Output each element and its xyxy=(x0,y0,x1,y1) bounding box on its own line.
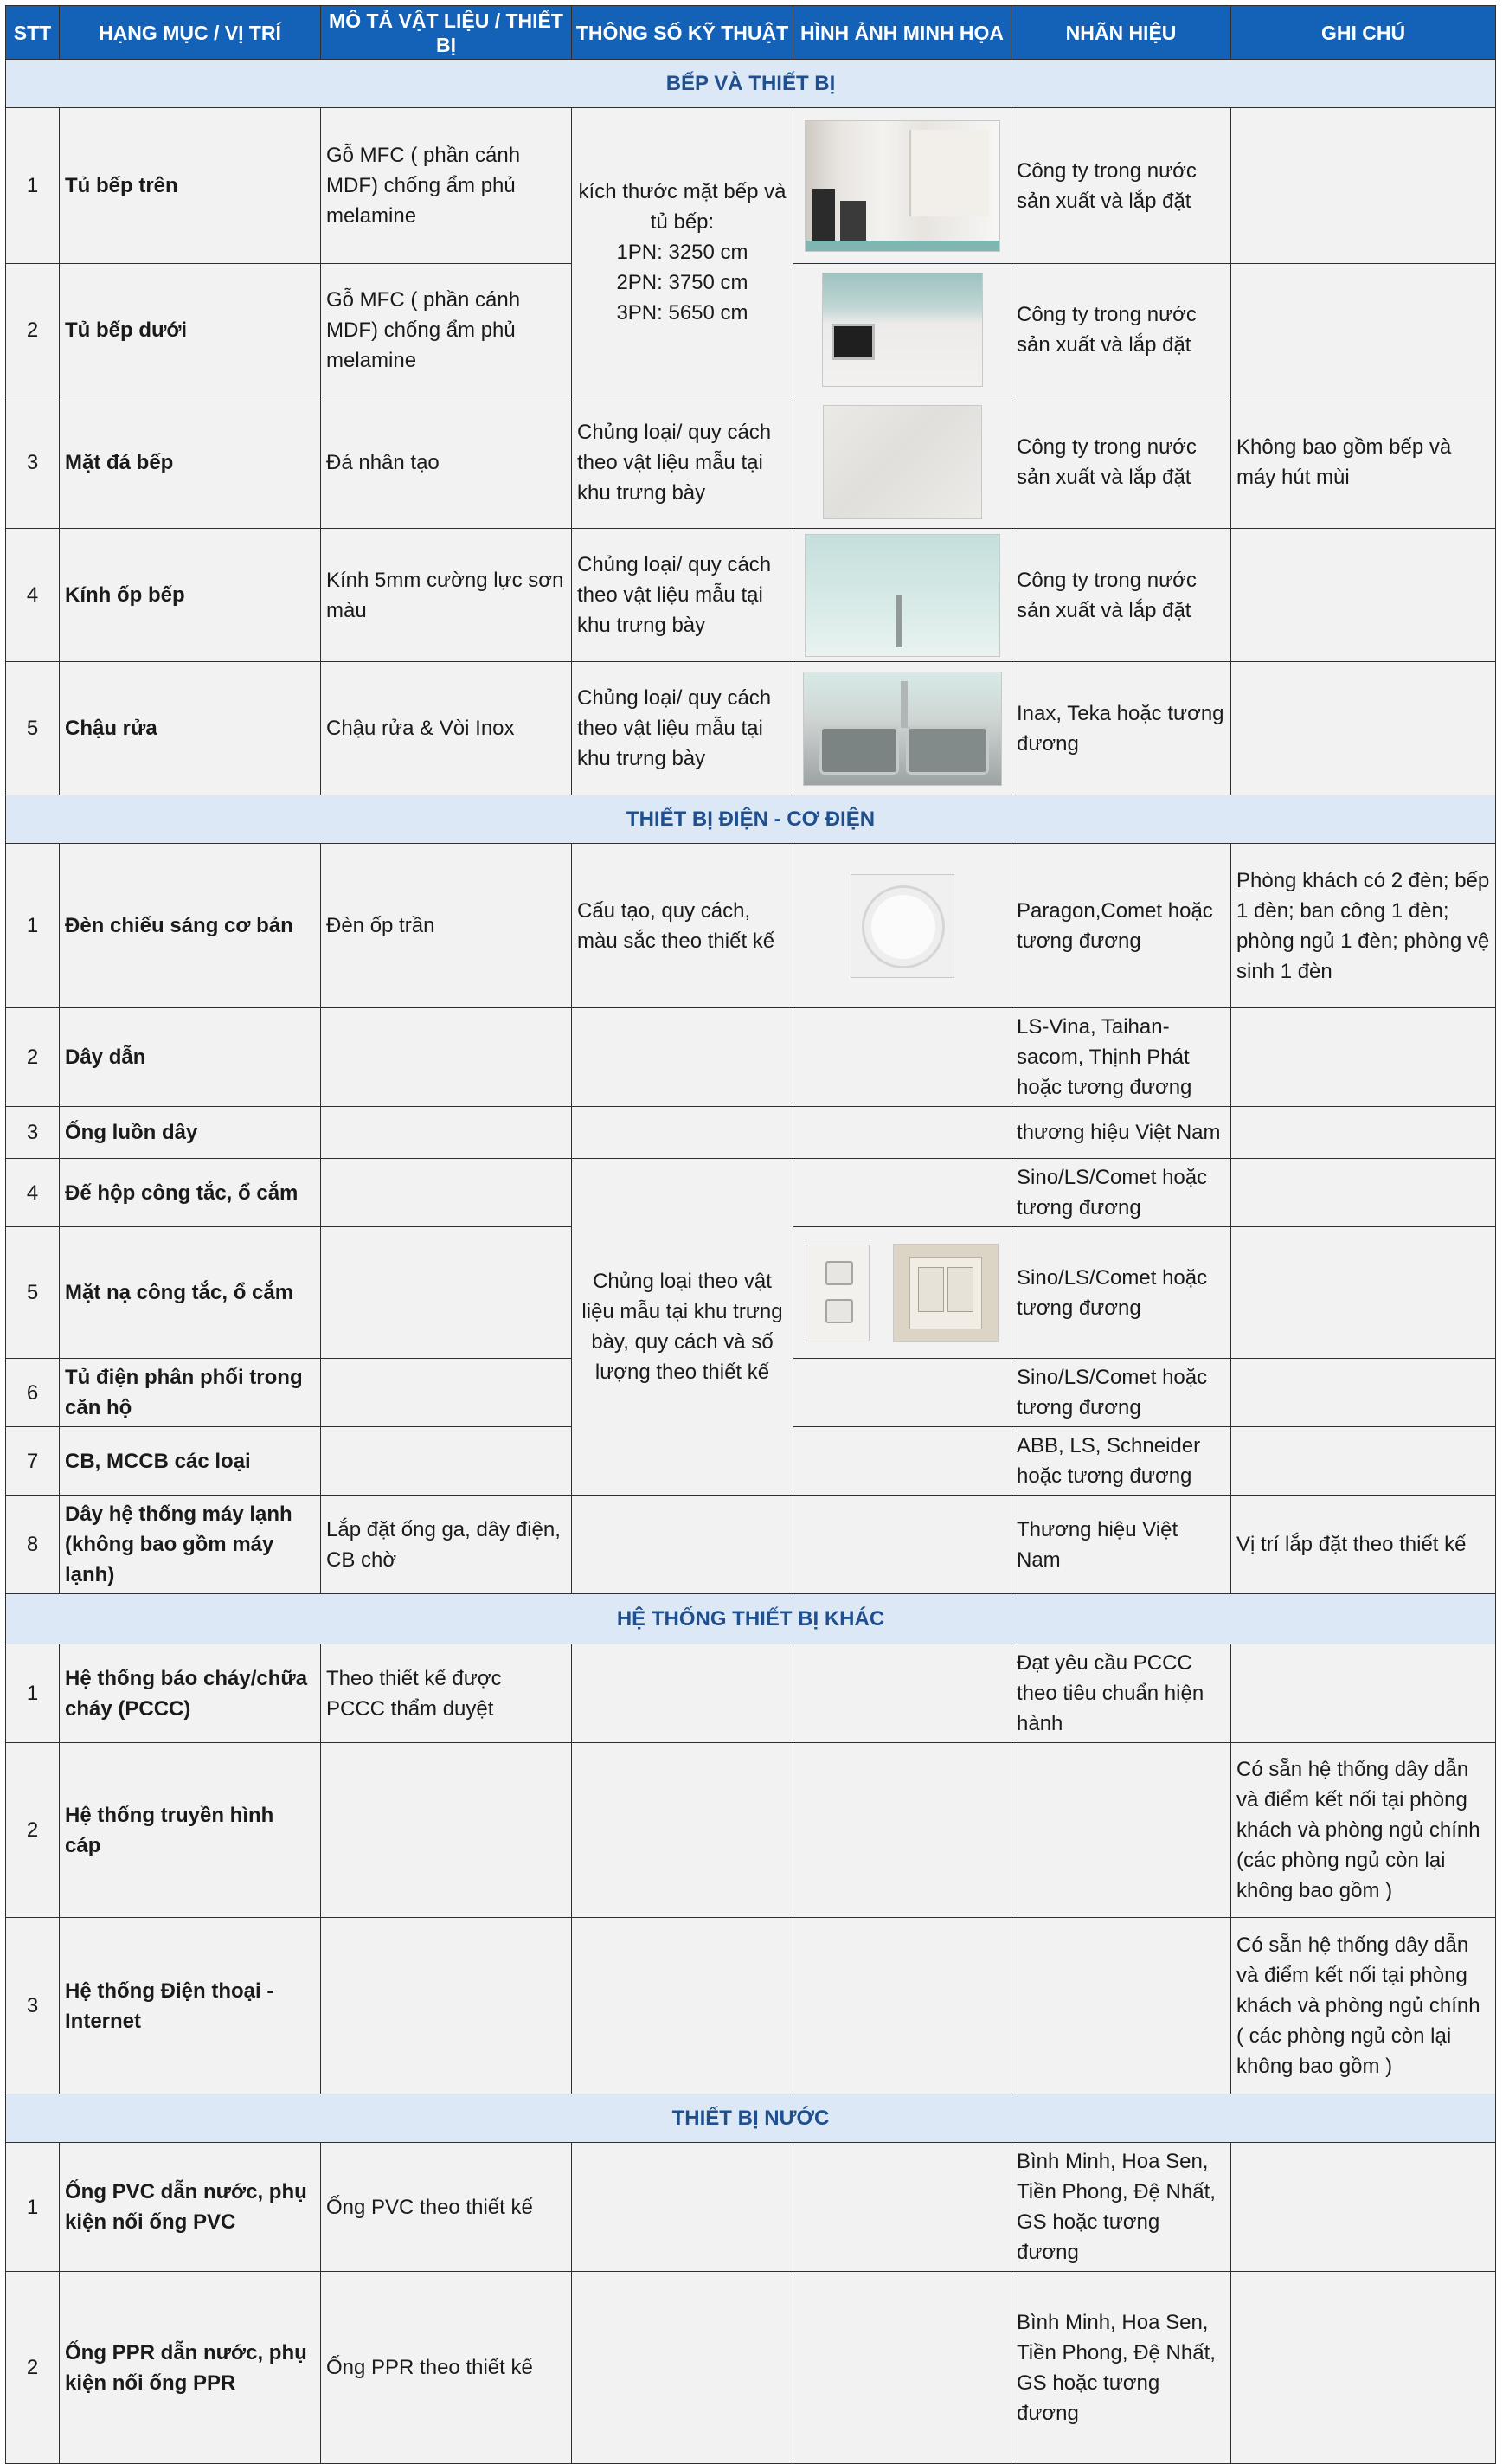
stt-cell: 8 xyxy=(6,1496,60,1594)
description-cell xyxy=(321,1107,572,1159)
spec-cell xyxy=(572,2143,793,2272)
stt-cell: 7 xyxy=(6,1427,60,1496)
description-cell xyxy=(321,1427,572,1496)
image-cell xyxy=(793,108,1011,264)
item-cell: Đế hộp công tắc, ổ cắm xyxy=(60,1159,321,1227)
image-cell xyxy=(793,1008,1011,1107)
stt-cell: 3 xyxy=(6,1918,60,2094)
item-cell: Tủ điện phân phối trong căn hộ xyxy=(60,1359,321,1427)
description-cell xyxy=(321,1159,572,1227)
brand-cell: thương hiệu Việt Nam xyxy=(1011,1107,1231,1159)
brand-cell: Paragon,Comet hoặc tương đương xyxy=(1011,844,1231,1008)
image-cell xyxy=(793,529,1011,662)
item-cell: Hệ thống Điện thoại - Internet xyxy=(60,1918,321,2094)
section-title: THIẾT BỊ ĐIỆN - CƠ ĐIỆN xyxy=(6,795,1496,844)
spec-cell: Chủng loại theo vật liệu mẫu tại khu trưng bày, quy cách và số lượng theo thiết kế xyxy=(572,1159,793,1496)
image-cell xyxy=(793,2272,1011,2464)
note-cell xyxy=(1231,108,1496,264)
stt-cell: 2 xyxy=(6,2272,60,2464)
note-cell xyxy=(1231,662,1496,795)
note-cell xyxy=(1231,1107,1496,1159)
stt-cell: 5 xyxy=(6,662,60,795)
spec-cell xyxy=(572,1107,793,1159)
table-row xyxy=(6,2143,1496,2272)
spec-cell: Chủng loại/ quy cách theo vật liệu mẫu tại khu trưng bày xyxy=(572,529,793,662)
spec-cell: kích thước mặt bếp và tủ bếp: 1PN: 3250 cm 2PN: 3750 cm 3PN: 5650 cm xyxy=(572,108,793,396)
spec-cell xyxy=(572,1496,793,1594)
description-cell xyxy=(321,1227,572,1359)
item-cell: Dây dẫn xyxy=(60,1008,321,1107)
table-row xyxy=(6,1159,1496,1227)
image-cell xyxy=(793,396,1011,529)
image-cell xyxy=(793,2143,1011,2272)
section-title: THIẾT BỊ NƯỚC xyxy=(6,2094,1496,2143)
item-cell: Kính ốp bếp xyxy=(60,529,321,662)
brand-cell: Sino/LS/Comet hoặc tương đương xyxy=(1011,1159,1231,1227)
item-cell: Tủ bếp trên xyxy=(60,108,321,264)
description-cell: Đèn ốp trần xyxy=(321,844,572,1008)
socket-photo xyxy=(806,1245,870,1341)
item-cell: Đèn chiếu sáng cơ bản xyxy=(60,844,321,1008)
brand-cell xyxy=(1011,1918,1231,2094)
stt-cell: 1 xyxy=(6,108,60,264)
section-row-kitchen xyxy=(6,60,1496,108)
description-cell: Đá nhân tạo xyxy=(321,396,572,529)
table-row xyxy=(6,396,1496,529)
table-row xyxy=(6,529,1496,662)
image-cell xyxy=(793,1227,1011,1359)
stt-cell: 3 xyxy=(6,1107,60,1159)
spec-cell xyxy=(572,2272,793,2464)
note-cell xyxy=(1231,1644,1496,1743)
image-cell xyxy=(793,1918,1011,2094)
note-cell xyxy=(1231,1427,1496,1496)
item-cell: Ống PVC dẫn nước, phụ kiện nối ống PVC xyxy=(60,2143,321,2272)
header-brand: NHÃN HIỆU xyxy=(1011,6,1231,60)
stt-cell: 1 xyxy=(6,844,60,1008)
switch-photo xyxy=(893,1244,999,1342)
stt-cell: 4 xyxy=(6,529,60,662)
image-cell xyxy=(793,1107,1011,1159)
spec-cell xyxy=(572,1008,793,1107)
image-cell xyxy=(793,1359,1011,1427)
note-cell: Có sẵn hệ thống dây dẫn và điểm kết nối tại phòng khách và phòng ngủ chính (các phòng ngủ còn lại không bao gồm ) xyxy=(1231,1743,1496,1918)
description-cell: Theo thiết kế được PCCC thẩm duyệt xyxy=(321,1644,572,1743)
description-cell xyxy=(321,1918,572,2094)
lower-cabinet-photo xyxy=(822,273,983,387)
table-header-row xyxy=(6,6,1496,60)
note-cell: Có sẵn hệ thống dây dẫn và điểm kết nối tại phòng khách và phòng ngủ chính ( các phòng ngủ còn lại không bao gồm ) xyxy=(1231,1918,1496,2094)
note-cell: Vị trí lắp đặt theo thiết kế xyxy=(1231,1496,1496,1594)
note-cell xyxy=(1231,1008,1496,1107)
brand-cell: LS-Vina, Taihan-sacom, Thịnh Phát hoặc tương đương xyxy=(1011,1008,1231,1107)
stt-cell: 3 xyxy=(6,396,60,529)
stt-cell: 6 xyxy=(6,1359,60,1427)
item-cell: Hệ thống truyền hình cáp xyxy=(60,1743,321,1918)
item-cell: Chậu rửa xyxy=(60,662,321,795)
stt-cell: 1 xyxy=(6,1644,60,1743)
description-cell: Chậu rửa & Vòi Inox xyxy=(321,662,572,795)
stt-cell: 2 xyxy=(6,1008,60,1107)
spec-cell: Chủng loại/ quy cách theo vật liệu mẫu tại khu trưng bày xyxy=(572,662,793,795)
header-image: HÌNH ẢNH MINH HỌA xyxy=(793,6,1011,60)
brand-cell: Công ty trong nước sản xuất và lắp đặt xyxy=(1011,108,1231,264)
table-row xyxy=(6,1107,1496,1159)
description-cell: Ống PVC theo thiết kế xyxy=(321,2143,572,2272)
brand-cell: Công ty trong nước sản xuất và lắp đặt xyxy=(1011,396,1231,529)
description-cell: Ống PPR theo thiết kế xyxy=(321,2272,572,2464)
image-cell xyxy=(793,844,1011,1008)
description-cell xyxy=(321,1359,572,1427)
brand-cell: Inax, Teka hoặc tương đương xyxy=(1011,662,1231,795)
upper-cabinet-photo xyxy=(805,120,1000,252)
image-cell xyxy=(793,264,1011,396)
item-cell: Ống luồn dây xyxy=(60,1107,321,1159)
socket-switch-photo xyxy=(799,1244,1005,1342)
image-cell xyxy=(793,1159,1011,1227)
sink-photo xyxy=(803,672,1002,786)
description-cell: Lắp đặt ống ga, dây điện, CB chờ xyxy=(321,1496,572,1594)
header-note: GHI CHÚ xyxy=(1231,6,1496,60)
brand-cell xyxy=(1011,1743,1231,1918)
description-cell xyxy=(321,1008,572,1107)
image-cell xyxy=(793,1743,1011,1918)
description-cell: Gỗ MFC ( phần cánh MDF) chống ẩm phủ melamine xyxy=(321,264,572,396)
note-cell: Phòng khách có 2 đèn; bếp 1 đèn; ban công 1 đèn; phòng ngủ 1 đèn; phòng vệ sinh 1 đèn xyxy=(1231,844,1496,1008)
table-row xyxy=(6,1644,1496,1743)
section-row-electrical xyxy=(6,795,1496,844)
item-cell: Hệ thống báo cháy/chữa cháy (PCCC) xyxy=(60,1644,321,1743)
table-row xyxy=(6,662,1496,795)
section-title: BẾP VÀ THIẾT BỊ xyxy=(6,60,1496,108)
header-description: MÔ TẢ VẬT LIỆU / THIẾT BỊ xyxy=(321,6,572,60)
spec-cell xyxy=(572,1743,793,1918)
item-cell: CB, MCCB các loại xyxy=(60,1427,321,1496)
spec-cell: Chủng loại/ quy cách theo vật liệu mẫu tại khu trưng bày xyxy=(572,396,793,529)
note-cell xyxy=(1231,1227,1496,1359)
table-row xyxy=(6,844,1496,1008)
header-spec: THÔNG SỐ KỸ THUẬT xyxy=(572,6,793,60)
specification-table xyxy=(5,5,1496,2464)
stt-cell: 4 xyxy=(6,1159,60,1227)
section-row-other xyxy=(6,1594,1496,1644)
brand-cell: Công ty trong nước sản xuất và lắp đặt xyxy=(1011,529,1231,662)
item-cell: Dây hệ thống máy lạnh (không bao gồm máy lạnh) xyxy=(60,1496,321,1594)
section-title: HỆ THỐNG THIẾT BỊ KHÁC xyxy=(6,1594,1496,1644)
table-row xyxy=(6,1743,1496,1918)
image-cell xyxy=(793,1644,1011,1743)
brand-cell: Bình Minh, Hoa Sen, Tiền Phong, Đệ Nhất, GS hoặc tương đương xyxy=(1011,2272,1231,2464)
stt-cell: 2 xyxy=(6,264,60,396)
table-row xyxy=(6,2272,1496,2464)
description-cell xyxy=(321,1743,572,1918)
image-cell xyxy=(793,662,1011,795)
description-cell: Kính 5mm cường lực sơn màu xyxy=(321,529,572,662)
item-cell: Ống PPR dẫn nước, phụ kiện nối ống PPR xyxy=(60,2272,321,2464)
item-cell: Mặt nạ công tắc, ổ cắm xyxy=(60,1227,321,1359)
note-cell xyxy=(1231,2272,1496,2464)
image-cell xyxy=(793,1427,1011,1496)
spec-cell xyxy=(572,1918,793,2094)
spec-cell xyxy=(572,1644,793,1743)
table-row xyxy=(6,1918,1496,2094)
stt-cell: 1 xyxy=(6,2143,60,2272)
note-cell xyxy=(1231,264,1496,396)
glass-backsplash-photo xyxy=(805,534,1000,657)
note-cell: Không bao gồm bếp và máy hút mùi xyxy=(1231,396,1496,529)
item-cell: Tủ bếp dưới xyxy=(60,264,321,396)
brand-cell: Bình Minh, Hoa Sen, Tiền Phong, Đệ Nhất, GS hoặc tương đương xyxy=(1011,2143,1231,2272)
note-cell xyxy=(1231,529,1496,662)
stone-countertop-photo xyxy=(823,405,982,519)
ceiling-light-photo xyxy=(851,874,954,978)
table-row xyxy=(6,1496,1496,1594)
table-row xyxy=(6,108,1496,264)
table-row xyxy=(6,1008,1496,1107)
note-cell xyxy=(1231,2143,1496,2272)
stt-cell: 2 xyxy=(6,1743,60,1918)
brand-cell: Sino/LS/Comet hoặc tương đương xyxy=(1011,1227,1231,1359)
brand-cell: Công ty trong nước sản xuất và lắp đặt xyxy=(1011,264,1231,396)
stt-cell: 5 xyxy=(6,1227,60,1359)
brand-cell: ABB, LS, Schneider hoặc tương đương xyxy=(1011,1427,1231,1496)
spec-cell: Cấu tạo, quy cách, màu sắc theo thiết kế xyxy=(572,844,793,1008)
brand-cell: Thương hiệu Việt Nam xyxy=(1011,1496,1231,1594)
note-cell xyxy=(1231,1159,1496,1227)
description-cell: Gỗ MFC ( phần cánh MDF) chống ẩm phủ melamine xyxy=(321,108,572,264)
brand-cell: Đạt yêu cầu PCCC theo tiêu chuẩn hiện hành xyxy=(1011,1644,1231,1743)
section-row-water xyxy=(6,2094,1496,2143)
header-stt: STT xyxy=(6,6,60,60)
note-cell xyxy=(1231,1359,1496,1427)
header-item: HẠNG MỤC / VỊ TRÍ xyxy=(60,6,321,60)
item-cell: Mặt đá bếp xyxy=(60,396,321,529)
brand-cell: Sino/LS/Comet hoặc tương đương xyxy=(1011,1359,1231,1427)
image-cell xyxy=(793,1496,1011,1594)
